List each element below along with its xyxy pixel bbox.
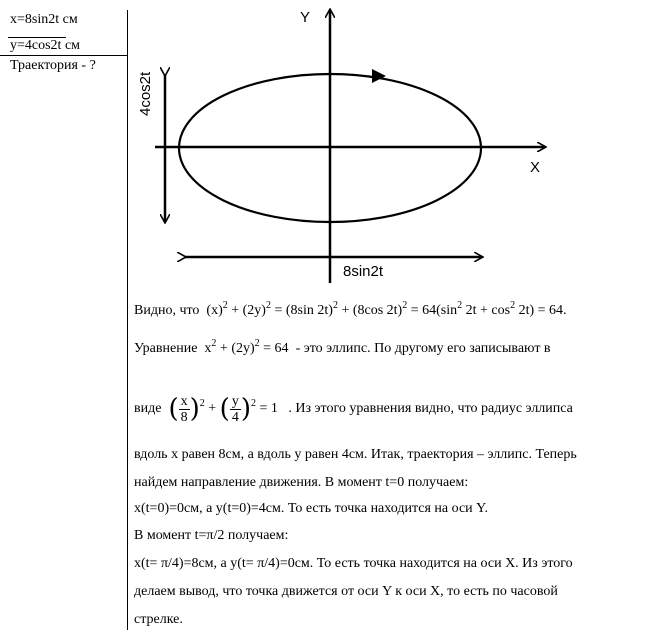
ellipse-figure [0, 0, 669, 300]
paragraph-6: x(t=0)=0см, а y(t=0)=4см. То есть точка находится на оси Y. [134, 501, 488, 516]
paragraph-4: вдоль x равен 8см, а вдоль y равен 4см. Итак, траектория – эллипс. Теперь [134, 447, 577, 462]
p1-end: . [563, 303, 567, 318]
given-find: Траектория - ? [10, 58, 96, 73]
paragraph-9: делаем вывод, что точка движется от оси Y к оси X, то есть по часовой [134, 584, 558, 599]
paragraph-5: найдем направление движения. В момент t=0 получаем: [134, 475, 469, 490]
vertical-dimension-label: 4cos2t [137, 71, 154, 116]
horizontal-dimension-label: 8sin2t [343, 263, 384, 280]
p2-lead: Уравнение [134, 341, 198, 356]
fraction-y-4: $\frac{y}{4}$ [231, 393, 239, 425]
given-x: x=8sin2t см [10, 12, 78, 27]
y-axis-label: Y [300, 9, 311, 26]
p3-rhs: = 1 [259, 401, 278, 417]
fraction-x-8: $\frac{x}{8}$ [180, 393, 188, 425]
paragraph-2 [134, 340, 656, 357]
paragraph-8: x(t= π/4)=8см, а y(t= π/4)=0см. То есть точка находится на оси X. Из этого [134, 556, 573, 571]
paragraph-1 [134, 302, 656, 319]
p3-lead: виде [134, 401, 162, 417]
paragraph-3: виде ( $\frac{x}{8}$ )$^2$ + ( $\frac{y}{4}$ )$^2$ = 1 . Из этого уравнения видно, что радиус эллипса [134, 393, 573, 425]
p3-tail: . Из этого уравнения видно, что радиус эллипса [288, 401, 573, 417]
p1-lead: Видно, что [134, 303, 200, 318]
x-axis-label: X [530, 159, 541, 176]
given-y: y=4cos2t см [10, 38, 81, 53]
direction-arrow-icon [372, 69, 386, 83]
paragraph-7: В момент t=π/2 получаем: [134, 528, 289, 543]
paragraph-10: стрелке. [134, 612, 183, 627]
p1-formula: $(x)^2 + (2y)^2 = (8\sin$ 2t)$^2$ + (8cos $2t)^2 = 64(\sin^2$ $2t + \cos^2 2t) = 64$ [206, 300, 564, 318]
p2-formula: $x^2 + (2y)^2 = 64$ [204, 338, 289, 356]
p2-tail: - это эллипс. По другому его записывают в [295, 341, 551, 356]
